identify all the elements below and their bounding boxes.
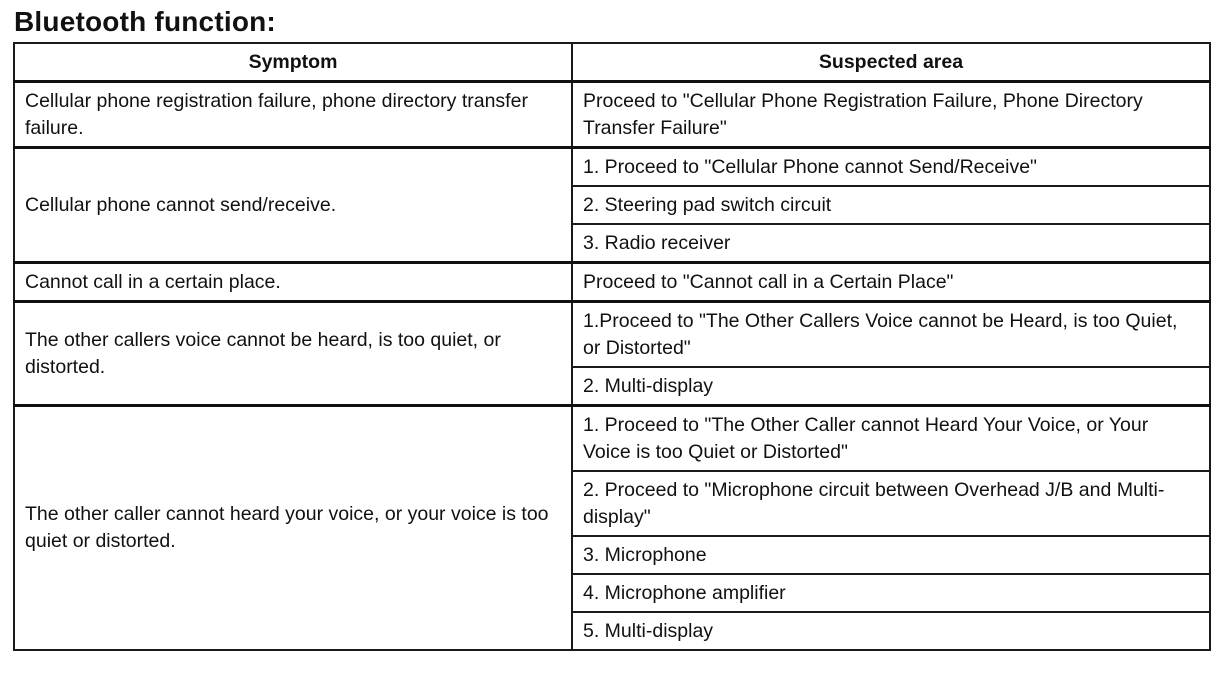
table-row bbox=[14, 263, 1210, 302]
troubleshooting-table bbox=[13, 42, 1211, 651]
suspected-area-cell: 1.Proceed to "The Other Callers Voice cannot be Heard, is too Quiet, or Distorted" bbox=[572, 302, 1210, 368]
symptom-cell: Cellular phone cannot send/receive. bbox=[14, 148, 572, 263]
suspected-area-cell: 2. Steering pad switch circuit bbox=[572, 186, 1210, 224]
suspected-area-cell: 2. Multi-display bbox=[572, 367, 1210, 406]
suspected-area-cell: 4. Microphone amplifier bbox=[572, 574, 1210, 612]
table-header-row bbox=[14, 43, 1210, 82]
suspected-area-column-header: Suspected area bbox=[572, 43, 1210, 82]
suspected-area-cell: 5. Multi-display bbox=[572, 612, 1210, 650]
suspected-area-cell: 3. Radio receiver bbox=[572, 224, 1210, 263]
suspected-area-cell: Proceed to "Cannot call in a Certain Place" bbox=[572, 263, 1210, 302]
table-row bbox=[14, 148, 1210, 187]
table-row bbox=[14, 302, 1210, 368]
symptom-cell: The other callers voice cannot be heard, is too quiet, or distorted. bbox=[14, 302, 572, 406]
symptom-cell: Cellular phone registration failure, phone directory transfer failure. bbox=[14, 82, 572, 148]
table-row bbox=[14, 406, 1210, 472]
suspected-area-cell: 2. Proceed to "Microphone circuit between Overhead J/B and Multi-display" bbox=[572, 471, 1210, 536]
table-row bbox=[14, 82, 1210, 148]
page-title: Bluetooth function: bbox=[14, 6, 276, 37]
symptom-cell: Cannot call in a certain place. bbox=[14, 263, 572, 302]
suspected-area-cell: Proceed to "Cellular Phone Registration Failure, Phone Directory Transfer Failure" bbox=[572, 82, 1210, 148]
suspected-area-cell: 1. Proceed to "The Other Caller cannot Heard Your Voice, or Your Voice is too Quiet or Distorted" bbox=[572, 406, 1210, 472]
symptom-cell: The other caller cannot heard your voice, or your voice is too quiet or distorted. bbox=[14, 406, 572, 651]
suspected-area-cell: 1. Proceed to "Cellular Phone cannot Send/Receive" bbox=[572, 148, 1210, 187]
symptom-column-header: Symptom bbox=[14, 43, 572, 82]
suspected-area-cell: 3. Microphone bbox=[572, 536, 1210, 574]
